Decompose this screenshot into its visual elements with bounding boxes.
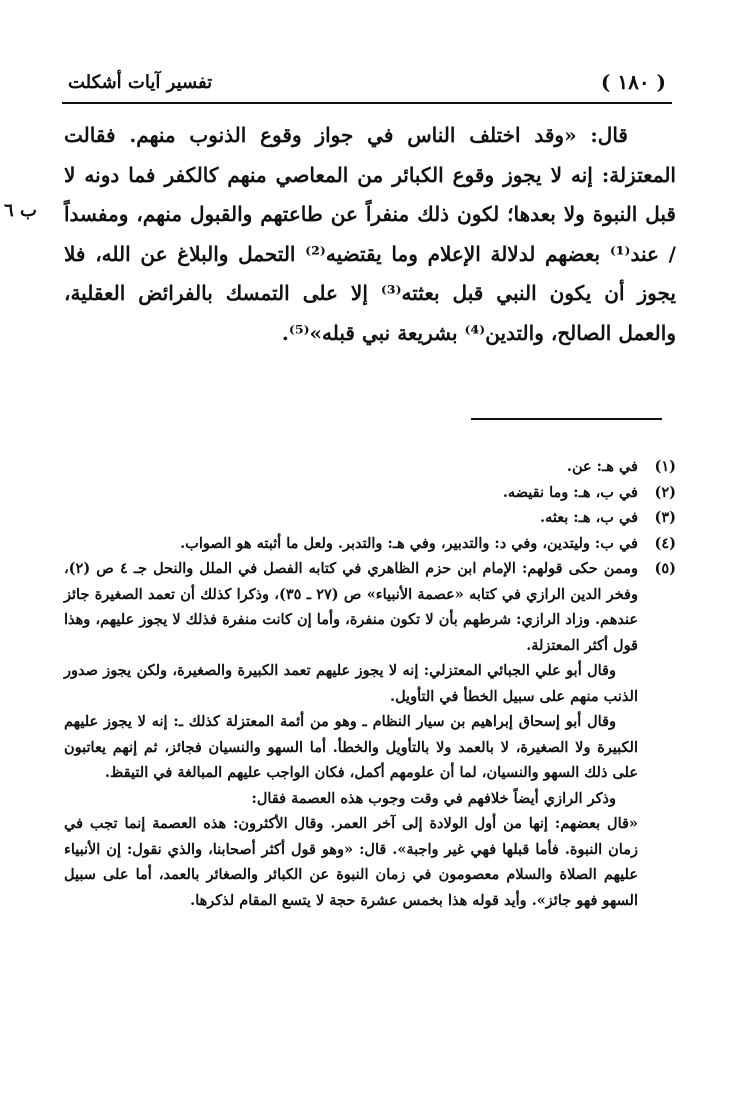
- footnote-number: (٤): [654, 534, 676, 552]
- footnote-text: في ب، هـ: بعثه.: [540, 509, 638, 526]
- running-title: تفسير آيات أشكلت: [68, 72, 213, 93]
- page-number: ( ١٨٠ ): [600, 70, 666, 94]
- footnote-item: [64, 531, 676, 557]
- footnote-text: وذكر الرازي أيضاً خلافهم في وقت وجوب هذه العصمة فقال:: [251, 789, 616, 807]
- main-paragraph: قال: «وقد اختلف الناس في جواز وقوع الذنوب منهم. فقالت المعتزلة: إنه لا يجوز وقوع الكبائر من المعاصي منهم كالكفر فما دونه لا قبل النبوة ولا بعدها؛ لكون ذلك منفراً عن طاعتهم والقبول منهم، ومفسداً / عند⁽¹⁾ بعضهم لدلالة الإعلام وما يقتضيه⁽²⁾ التحمل والبلاغ عن الله، فلا يجوز أن يكون النبي قبل بعثته⁽³⁾ إلا على التمسك بالفرائض العقلية، والعمل الصالح، والتدين⁽⁴⁾ بشريعة نبي قبله»⁽⁵⁾.: [64, 123, 676, 345]
- footnote-text: في ب: وليتدين، وفي د: والتدبير، وفي هـ: والتدبر. ولعل ما أثبته هو الصواب.: [180, 534, 638, 552]
- footnote-text: وقال أبو إسحاق إبراهيم بن سيار النظام ـ وهو من أئمة المعتزلة كذلك ـ: إنه لا يجوز عليهم الكبيرة ولا الصغيرة، لا بالعمد ولا بالتأويل والخطأ. أما السهو والنسيان فجائز، ثم إنهم يعاتبون على ذلك السهو والنسيان، لما أن علومهم أكمل، فكان الواجب عليهم المبالغة في التيقظ.: [64, 713, 638, 781]
- footnote-item: [64, 556, 676, 913]
- footnote-number: (١): [654, 458, 676, 475]
- footnote-separator: [471, 418, 662, 420]
- header-rule: [62, 102, 672, 104]
- footnote-item: [64, 505, 676, 531]
- footnote-text: «قال بعضهم: إنها من أول الولادة إلى آخر العمر. وقال الأكثرون: هذه العصمة إنما تجب في زمان النبوة. فأما قبلها فهي غير واجبة». قال: «وهو قول أكثر أصحابنا، والذي نقول: إن الأنبياء عليهم الصلاة والسلام معصومون في زمان النبوة عن الكبائر والصغائر بالعمد، أما على سبيل السهو فهو جائز». وأيد قوله هذا بخمس عشرة حجة لا يتسع المقام لذكرها.: [64, 815, 638, 909]
- footnote-text: وممن حكى قولهم: الإمام ابن حزم الظاهري في كتابه الفصل في الملل والنحل جـ ٤ ص (٢)، وفخر الدين الرازي في كتابه «عصمة الأنبياء» ص (٢٧ ـ ٣٥)، وذكرا كذلك أن تعمد الصغيرة جائز عندهم. وزاد الرازي: شرطهم بأن لا تكون منفرة، وأما إن كانت منفرة فذلك لا يجوز عليهم، وهذا قول أكثر المعتزلة.: [64, 560, 638, 654]
- footnote-number: (٥): [654, 560, 676, 577]
- footnote-text: وقال أبو علي الجبائي المعتزلي: إنه لا يجوز عليهم تعمد الكبيرة والصغيرة، ولكن يجوز صدور الذنب منهم على سبيل الخطأ في التأويل.: [64, 662, 638, 705]
- footnote-text: في ب، هـ: وما نقيضه.: [502, 483, 638, 501]
- footnotes: [64, 454, 676, 913]
- footnote-item: [64, 454, 676, 480]
- page-header: [62, 68, 672, 104]
- margin-folio-note: ب ٦: [4, 200, 37, 221]
- footnote-text: في هـ: عن.: [566, 458, 638, 475]
- footnote-number: (٣): [654, 509, 676, 526]
- footnote-number: (٢): [654, 483, 676, 501]
- main-text: [64, 116, 676, 353]
- footnote-item: [64, 480, 676, 506]
